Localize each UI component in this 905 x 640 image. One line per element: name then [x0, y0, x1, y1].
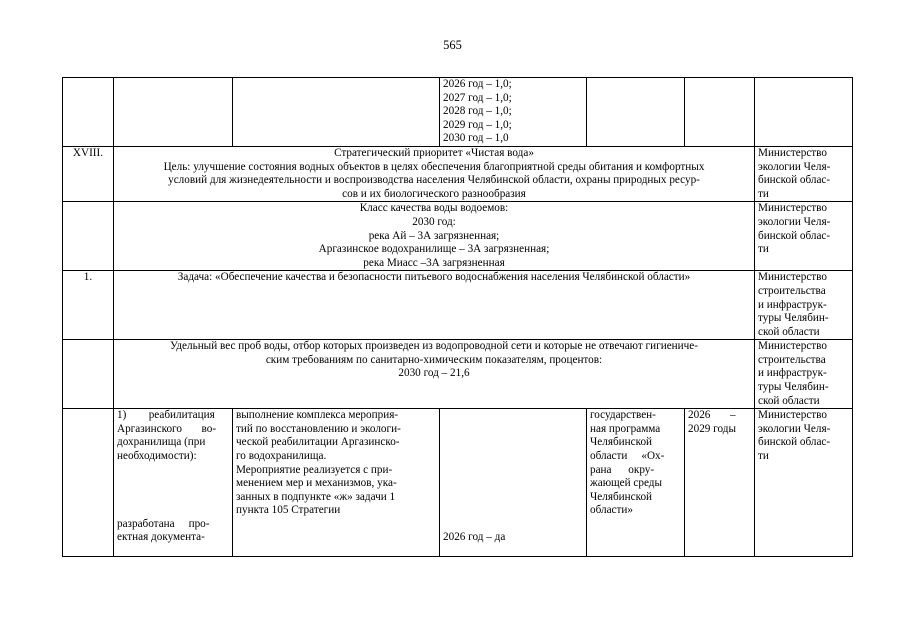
measure-name-line: Аргазинского во- — [117, 422, 217, 435]
cell-empty — [233, 78, 440, 147]
program-line: области» — [590, 504, 633, 517]
cell-empty — [114, 78, 233, 147]
task-text — [114, 271, 755, 340]
executor-line: ской области — [758, 325, 820, 338]
executor-line: ти — [758, 450, 769, 463]
program-line: области «Ох- — [590, 450, 665, 463]
year-value: 2030 год – 1,0 — [443, 132, 509, 145]
executor-line: и инфраструк- — [758, 298, 827, 311]
water-quality-indicator — [114, 202, 755, 271]
executor-line: ти — [758, 187, 769, 200]
indicator-line: 2030 год – 21,6 — [398, 367, 470, 380]
executor-cell — [755, 202, 853, 271]
quality-line: река Миасс –3А загрязненная — [363, 256, 505, 269]
executor-line: ти — [758, 243, 769, 256]
measure-term-cell — [685, 409, 755, 557]
executor-line: строительства — [758, 284, 826, 297]
section-number: XVIII. — [63, 146, 114, 201]
table-row-task — [63, 271, 853, 340]
quality-line: Аргазинское водохранилище – 3А загрязненная; — [318, 243, 550, 256]
cell-empty — [63, 340, 114, 409]
year-value: 2027 год – 1,0; — [443, 91, 512, 104]
table-row-measure — [63, 409, 853, 557]
program-line: ная программа — [590, 422, 661, 435]
priority-title: Стратегический приоритет «Чистая вода» — [334, 146, 534, 159]
water-sample-indicator — [114, 340, 755, 409]
measure-value: 2026 год – да — [443, 531, 506, 544]
measure-name-line: необходимости): — [117, 450, 197, 463]
indicator-line: ским требованиям по санитарно-химическим показателям, процентов: — [265, 353, 603, 366]
strategy-table — [62, 77, 853, 557]
cell-empty — [755, 78, 853, 147]
executor-line: туры Челябин- — [758, 381, 829, 394]
description-line: занных в подпункте «ж» задачи 1 — [236, 490, 396, 503]
program-line: Челябинской — [590, 490, 653, 503]
cell-year-values — [440, 78, 587, 147]
measure-name-cell — [114, 409, 233, 557]
year-value: 2029 год – 1,0; — [443, 118, 512, 131]
executor-line: Министерство — [758, 202, 827, 215]
term-line: 2029 годы — [688, 422, 736, 435]
strategic-priority — [114, 146, 755, 201]
description-line: выполнение комплекса мероприя- — [236, 409, 399, 422]
task-line: Задача: «Обеспечение качества и безопасности питьевого водоснабжения населения Челябинской области» — [177, 271, 691, 284]
cell-empty — [63, 78, 114, 147]
description-line: Мероприятие реализуется с при- — [236, 463, 393, 476]
measure-program-cell — [587, 409, 685, 557]
executor-line: экологии Челя- — [758, 215, 831, 228]
executor-cell — [755, 146, 853, 201]
executor-line: Министерство — [758, 271, 827, 284]
cell-empty — [63, 202, 114, 271]
page-number: 565 — [443, 38, 462, 52]
program-line: государствен- — [590, 409, 656, 422]
task-number: 1. — [63, 271, 114, 340]
quality-line: 2030 год: — [412, 215, 456, 228]
executor-line: Министерство — [758, 146, 827, 159]
executor-line: бинской облас- — [758, 229, 831, 242]
cell-empty — [587, 78, 685, 147]
table-row-years — [63, 78, 853, 147]
table-row-quality — [63, 202, 853, 271]
executor-cell — [755, 340, 853, 409]
priority-goal-line: условий для жизнедеятельности и воспроизводства населения Челябинской области, охраны природных ресур- — [168, 174, 700, 187]
priority-goal-line: Цель: улучшение состояния водных объектов в целях обеспечения благоприятной среды обитания и комфортных — [163, 160, 705, 173]
executor-line: бинской облас- — [758, 174, 831, 187]
table-row-priority — [63, 146, 853, 201]
description-line: тий по восстановлению и экологи- — [236, 422, 401, 435]
program-line: жающей среды — [590, 477, 663, 490]
executor-line: бинской облас- — [758, 436, 831, 449]
measure-description-cell — [233, 409, 440, 557]
executor-line: строительства — [758, 353, 826, 366]
measure-name-line: дохранилища (при — [117, 436, 206, 449]
measure-result-line: ектная документа- — [117, 531, 205, 544]
year-value: 2028 год – 1,0; — [443, 105, 512, 118]
measure-name-line: 1) реабилитация — [117, 409, 215, 422]
description-line: ческой реабилитации Аргазинско- — [236, 436, 400, 449]
table-row-indicator — [63, 340, 853, 409]
description-line: го водохранилища. — [236, 450, 327, 463]
program-line: Челябинской — [590, 436, 653, 449]
executor-line: ской области — [758, 394, 820, 407]
priority-goal-line: сов и их биологического разнообразия — [342, 187, 526, 200]
executor-line: экологии Челя- — [758, 160, 831, 173]
executor-line: туры Челябин- — [758, 312, 829, 325]
measure-value-cell — [440, 409, 587, 557]
description-line: пункта 105 Стратегии — [236, 504, 341, 517]
term-line: 2026 – — [688, 409, 736, 422]
executor-cell — [755, 271, 853, 340]
cell-empty — [63, 409, 114, 557]
cell-empty — [685, 78, 755, 147]
year-value: 2026 год – 1,0; — [443, 78, 512, 90]
measure-result-line: разработана про- — [117, 517, 210, 530]
program-line: рана окру- — [590, 463, 655, 476]
executor-line: и инфраструк- — [758, 367, 827, 380]
quality-line: река Ай – 3А загрязненная; — [368, 229, 500, 242]
indicator-line: Удельный вес проб воды, отбор которых произведен из водопроводной сети и которые не отвечают гигиениче- — [170, 340, 698, 353]
executor-line: экологии Челя- — [758, 422, 831, 435]
executor-cell — [755, 409, 853, 557]
quality-line: Класс качества воды водоемов: — [359, 202, 509, 215]
executor-line: Министерство — [758, 409, 827, 422]
executor-line: Министерство — [758, 340, 827, 353]
description-line: менением мер и механизмов, ука- — [236, 477, 397, 490]
